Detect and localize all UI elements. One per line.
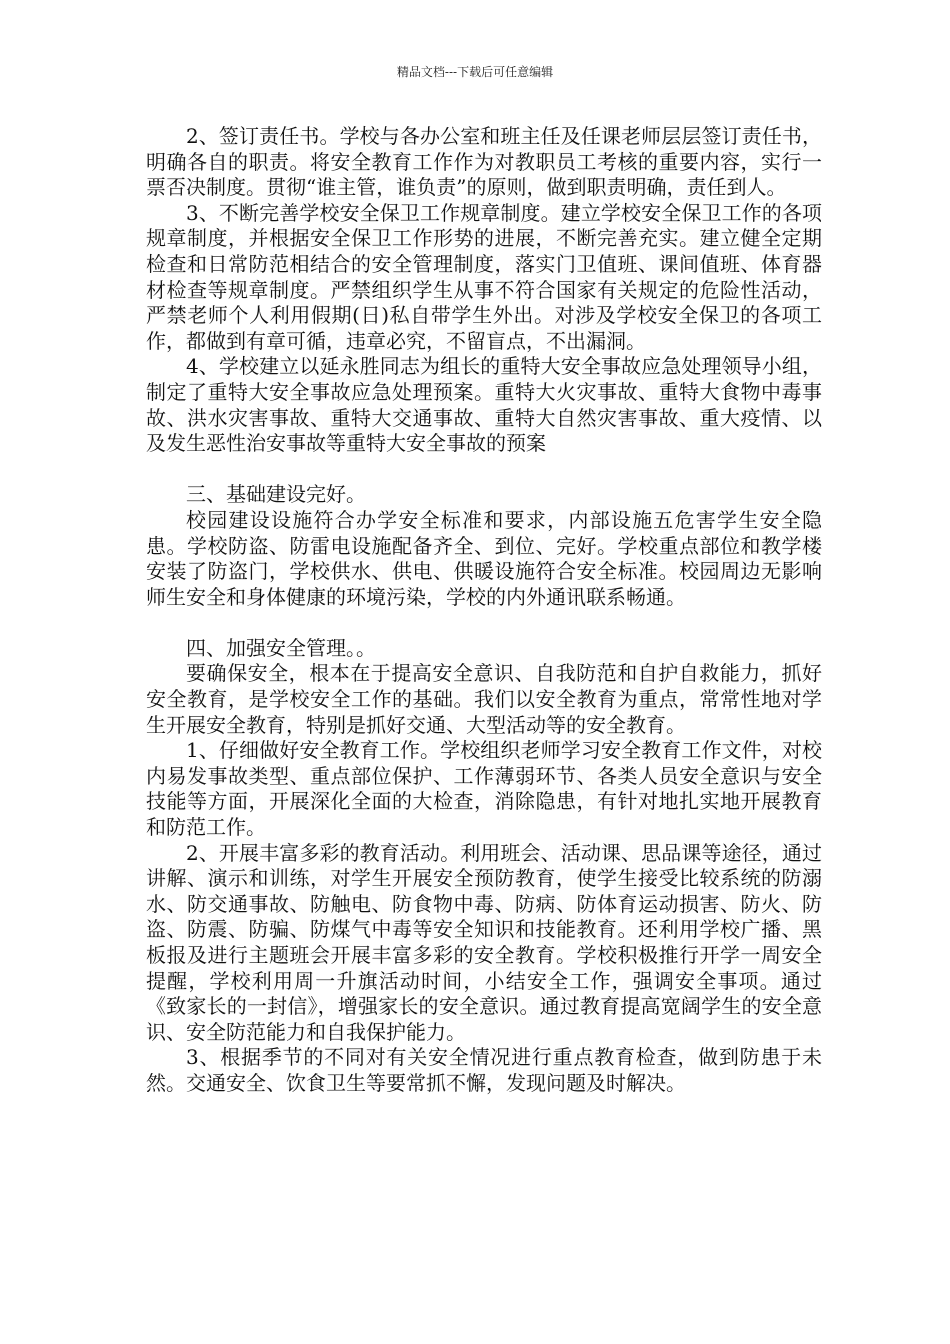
document-body [146, 124, 822, 1097]
paragraph-education-activities: 2、开展丰富多彩的教育活动。利用班会、活动课、思品课等途径，通过讲解、演示和训练，对学生开展安全预防教育，使学生接受比较系统的防溺水、防交通事故、防触电、防食物中毒、防病、防体育运动损害、防火、防盗、防震、防骗、防煤气中毒等安全知识和技能教育。还利用学校广播、黑板报及进行主题班会开展丰富多彩的安全教育。学校积极推行开学一周安全提醒，学校利用周一升旗活动时间，小结安全工作，强调安全事项。通过《致家长的一封信》，增强家长的安全意识。通过教育提高宽阔学生的安全意识、安全防范能力和自我保护能力。 [146, 840, 822, 1044]
paragraph-responsibility: 2、签订责任书。学校与各办公室和班主任及任课老师层层签订责任书，明确各自的职责。将安全教育工作作为对教职员工考核的重要内容，实行一票否决制度。贯彻“谁主管，谁负责”的原则，做到职责明确，责任到人。 [146, 124, 822, 200]
paragraph-management-intro: 要确保安全，根本在于提高安全意识、自我防范和自护自救能力，抓好安全教育，是学校安全工作的基础。我们以安全教育为重点，常常性地对学生开展安全教育，特别是抓好交通、大型活动等的安全教育。 [146, 661, 822, 737]
paragraph-spacer [146, 457, 822, 483]
page-header: 精品文档---下载后可任意编辑 [396, 65, 554, 79]
paragraph-education-work: 1、仔细做好安全教育工作。学校组织老师学习安全教育工作文件，对校内易发事故类型、重点部位保护、工作薄弱环节、各类人员安全意识与安全技能等方面，开展深化全面的大检查，消除隐患，有针对地扎实地开展教育和防范工作。 [146, 738, 822, 840]
paragraph-seasonal-checks: 3、根据季节的不同对有关安全情况进行重点教育检查，做到防患于未然。交通安全、饮食卫生等要常抓不懈，发现问题及时解决。 [146, 1045, 822, 1095]
paragraph-regulations: 3、不断完善学校安全保卫工作规章制度。建立学校安全保卫工作的各项规章制度，并根据安全保卫工作形势的进展，不断完善充实。建立健全定期检查和日常防范相结合的安全管理制度，落实门卫值班、课间值班、体育器材检查等规章制度。严禁组织学生从事不符合国家有关规定的危险性活动，严禁老师个人利用假期(日)私自带学生外出。对涉及学校安全保卫的各项工作，都做到有章可循，违章必究，不留盲点，不出漏洞。 [146, 200, 822, 353]
paragraph-infrastructure: 校园建设设施符合办学安全标准和要求，内部设施五危害学生安全隐患。学校防盗、防雷电设施配备齐全、到位、完好。学校重点部位和教学楼安装了防盗门，学校供水、供电、供暖设施符合安全标准。校园周边无影响师生安全和身体健康的环境污染，学校的内外通讯联系畅通。 [146, 507, 822, 609]
section-heading-infrastructure: 三、基础建设完好。 [186, 482, 366, 507]
paragraph-emergency-group: 4、学校建立以延永胜同志为组长的重特大安全事故应急处理领导小组，制定了重特大安全事故应急处理预案。重特大火灾事故、重特大食物中毒事故、洪水灾害事故、重特大交通事故、重特大自然灾害事故、重大疫情、以及发生恶性治安事故等重特大安全事故的预案 [146, 354, 822, 456]
section-heading-management: 四、加强安全管理。。 [186, 635, 376, 660]
paragraph-spacer [146, 610, 822, 636]
